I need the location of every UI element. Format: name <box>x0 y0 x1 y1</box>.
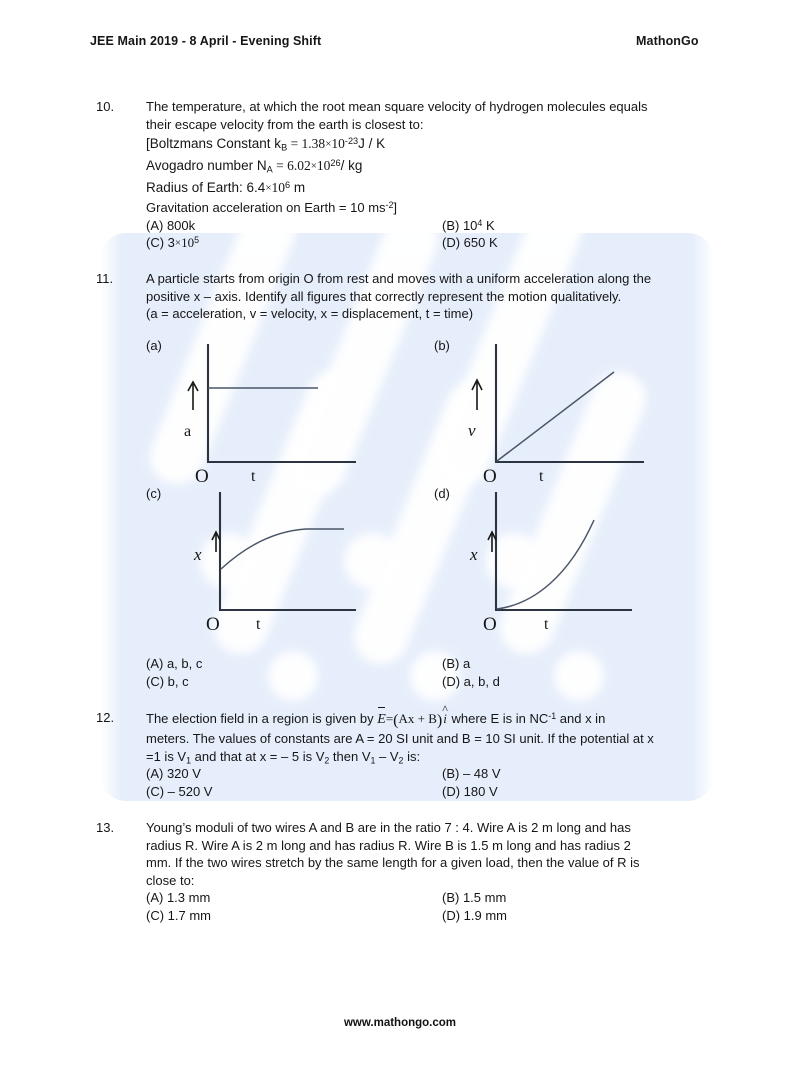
multiplication-sign-icon: × <box>174 237 182 249</box>
question-12-option-row-1 <box>146 765 730 783</box>
q12-v2-sub-2: 2 <box>398 754 404 765</box>
question-11-options <box>96 655 730 690</box>
q12-l3-a: =1 is V <box>146 748 187 764</box>
question-10-text-line2: their escape velocity from the earth is closest to: <box>146 116 424 132</box>
figure-d-yaxis-label: x <box>470 545 478 564</box>
radius-prefix: Radius of Earth: 6.4 <box>146 180 266 195</box>
question-10-earth-radius <box>146 177 730 199</box>
question-11-text-line1: A particle starts from origin O from rest and moves with a uniform acceleration along the <box>146 271 652 286</box>
multiplication-sign-icon: × <box>265 182 272 194</box>
question-10-options <box>146 217 730 253</box>
question-10-option-row-2 <box>146 234 730 253</box>
question-11-option-a[interactable]: (A) a, b, c <box>146 656 203 671</box>
boltzmann-base: 10 <box>331 136 345 151</box>
option-c-exponent: 5 <box>194 235 200 246</box>
question-12-exponent: -1 <box>548 711 557 722</box>
boltzmann-equals: = 1.38 <box>287 136 326 151</box>
figure-b-xaxis-label: t <box>539 468 544 485</box>
figure-a-yaxis-label: a <box>184 423 192 440</box>
footer-url: www.mathongo.com <box>343 1017 457 1029</box>
avogadro-base: 10 <box>316 158 331 173</box>
electric-field-vector: E <box>377 712 386 727</box>
formula-close-paren: ) <box>436 712 443 729</box>
figure-d-origin-label: O <box>483 614 497 635</box>
question-13-option-c[interactable]: (C) 1.7 mm <box>146 907 211 923</box>
question-12-option-b[interactable]: (B) – 48 V <box>442 766 501 781</box>
question-13-number: 13. <box>96 820 115 835</box>
figure-b-tag: (b) <box>434 338 450 353</box>
option-c-base: 10 <box>181 235 195 250</box>
option-b-unit: K <box>482 217 495 233</box>
radius-exponent: 6 <box>285 179 291 190</box>
question-12-text-line1 <box>146 709 730 730</box>
question-13-option-a[interactable]: (A) 1.3 mm <box>146 890 211 905</box>
formula-equals: = <box>385 711 394 726</box>
question-10 <box>96 98 730 253</box>
question-13-option-b[interactable]: (B) 1.5 mm <box>442 890 507 905</box>
figure-c <box>146 486 366 635</box>
figure-a <box>146 338 366 487</box>
question-11 <box>96 270 730 323</box>
figure-b-plot <box>434 338 654 487</box>
formula-inner: Ax + B <box>398 711 437 726</box>
option-c-prefix: (C) 3 <box>146 235 175 250</box>
avogadro-unit: / kg <box>340 158 363 173</box>
header-brand: MathonGo <box>636 34 699 48</box>
question-13-text-line4: close to: <box>146 872 195 888</box>
question-13-text-line3: mm. If the two wires stretch by the same length for a given load, then the value of R is <box>146 855 640 870</box>
figure-d-tag: (d) <box>434 486 450 501</box>
multiplication-sign-icon: × <box>310 160 317 172</box>
gravity-bracket: ] <box>393 200 398 215</box>
question-12-options <box>146 765 730 800</box>
figure-c-yaxis-label: x <box>194 545 202 564</box>
figure-c-plot <box>146 486 366 635</box>
question-10-option-row-1 <box>146 217 730 235</box>
question-13 <box>96 819 730 924</box>
question-12-option-a[interactable]: (A) 320 V <box>146 766 201 781</box>
radius-base: 10 <box>271 180 286 195</box>
question-11-option-row-1 <box>146 655 730 673</box>
figure-d <box>434 486 654 635</box>
question-13-option-d[interactable]: (D) 1.9 mm <box>442 907 507 923</box>
gravity-text: Gravitation acceleration on Earth = 10 ms <box>146 200 386 215</box>
question-10-number: 10. <box>96 99 115 114</box>
figure-c-xaxis-label: t <box>256 616 261 633</box>
question-10-option-b[interactable] <box>442 217 495 235</box>
question-13-text-line1: Young’s moduli of two wires A and B are in the ratio 7 : 4. Wire A is 2 m long and has <box>146 820 631 835</box>
question-12-text-line2: meters. The values of constants are A = 20 SI unit and B = 10 SI unit. If the potential at x <box>146 731 654 746</box>
figure-a-plot <box>146 338 366 487</box>
question-13-text-line2: radius R. Wire A is 2 m long and has radius R. Wire B is 1.5 m long and has radius 2 <box>146 837 631 853</box>
boltzmann-exponent: -23 <box>344 135 359 146</box>
question-12 <box>96 709 730 800</box>
question-12-text-part3: and x in <box>559 711 606 726</box>
avogadro-equals: = 6.02 <box>272 158 311 173</box>
figure-d-xaxis-label: t <box>544 616 549 633</box>
q12-l3-d: – V <box>375 748 399 764</box>
question-12-text-part1: The election field in a region is given by <box>146 711 374 726</box>
question-11-option-row-2 <box>146 673 730 691</box>
figure-a-origin-label: O <box>195 466 209 487</box>
question-13-options <box>146 889 730 924</box>
q12-l3-b: and that at x = – 5 is V <box>191 748 325 764</box>
question-10-avogadro-number <box>146 155 730 177</box>
q12-l3-e: is: <box>403 748 421 764</box>
boltzmann-subscript: B <box>281 142 288 153</box>
boltzmann-prefix: [Boltzmans Constant k <box>146 136 282 151</box>
question-10-text-line1: The temperature, at which the root mean square velocity of hydrogen molecules equals <box>146 99 648 114</box>
question-12-text-part2: where E is in NC <box>451 711 549 726</box>
boltzmann-unit: J / K <box>358 136 386 151</box>
q12-l3-c: then V <box>329 748 371 764</box>
question-12-option-row-2 <box>146 783 730 801</box>
q12-v2-sub: 2 <box>324 754 330 765</box>
figure-c-origin-label: O <box>206 614 220 635</box>
question-12-number: 12. <box>96 710 115 725</box>
question-10-gravity <box>146 199 730 217</box>
question-10-option-a[interactable]: (A) 800k <box>146 217 196 233</box>
question-12-option-c[interactable]: (C) – 520 V <box>146 783 213 799</box>
question-10-option-c[interactable] <box>146 234 442 253</box>
question-11-text-line3: (a = acceleration, v = velocity, x = displacement, t = time) <box>146 306 474 321</box>
question-11-text-line2: positive x – axis. Identify all figures that correctly represent the motion qualitatively. <box>146 288 622 304</box>
figure-a-xaxis-label: t <box>251 468 256 485</box>
question-11-option-c[interactable]: (C) b, c <box>146 673 189 689</box>
avogadro-subscript: A <box>266 164 273 175</box>
avogadro-exponent: 26 <box>330 157 341 168</box>
figure-b-origin-label: O <box>483 466 497 487</box>
figure-b <box>434 338 654 487</box>
question-11-option-b[interactable]: (B) a <box>442 656 471 671</box>
figure-d-plot <box>434 486 654 635</box>
question-13-option-row-2 <box>146 907 730 925</box>
question-13-option-row-1 <box>146 889 730 907</box>
gravity-exponent: -2 <box>385 200 394 211</box>
formula-open-paren: ( <box>393 712 399 729</box>
question-11-option-d[interactable]: (D) a, b, d <box>442 673 500 689</box>
i-hat-unit-vector: ^ i <box>442 709 448 728</box>
question-12-text-line3 <box>146 748 730 766</box>
question-10-option-d[interactable]: (D) 650 K <box>442 235 498 250</box>
option-b-exponent: 4 <box>477 217 483 228</box>
figure-b-yaxis-label: v <box>468 421 476 440</box>
figure-c-tag: (c) <box>146 486 162 501</box>
avogadro-prefix: Avogadro number N <box>146 158 267 173</box>
multiplication-sign-icon: × <box>325 138 332 150</box>
figure-a-tag: (a) <box>146 338 162 353</box>
radius-unit: m <box>293 180 306 195</box>
header-exam-title: JEE Main 2019 - 8 April - Evening Shift <box>90 34 322 48</box>
question-12-option-d[interactable]: (D) 180 V <box>442 783 498 799</box>
question-11-number: 11. <box>96 271 114 286</box>
q12-v1-sub-2: 1 <box>370 754 376 765</box>
question-10-boltzmann-constant <box>146 133 730 155</box>
option-b-prefix: (B) 10 <box>442 217 478 233</box>
q12-v1-sub: 1 <box>186 754 192 765</box>
